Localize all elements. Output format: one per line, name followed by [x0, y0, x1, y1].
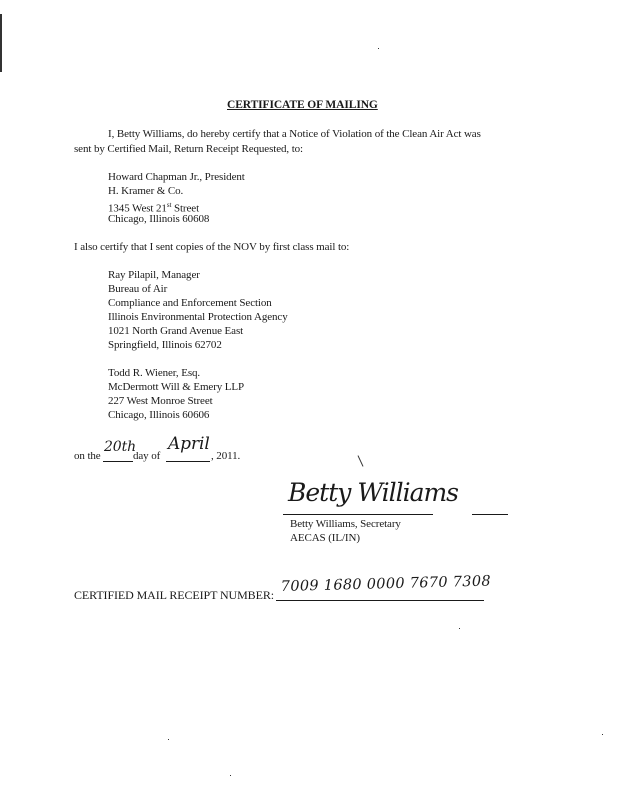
month-underline [166, 461, 210, 462]
receipt-underline [276, 600, 484, 601]
copy2-street: 227 West Monroe Street [108, 395, 213, 407]
speck [168, 739, 169, 740]
date-prefix: on the [74, 450, 101, 462]
date-day-handwritten: 20th [104, 439, 137, 455]
signer-org: AECAS (IL/IN) [290, 532, 360, 544]
recipient-street-number: 1345 West 21 [108, 202, 167, 215]
date-month-handwritten: April [168, 434, 210, 454]
speck [358, 455, 364, 466]
receipt-number-handwritten: 7009 1680 0000 7670 7308 [280, 573, 492, 595]
day-underline [103, 461, 133, 462]
copy1-name: Ray Pilapil, Manager [108, 269, 200, 281]
recipient-company: H. Kramer & Co. [108, 185, 184, 197]
copy1-agency: Illinois Environmental Protection Agency [108, 311, 288, 323]
page-title: CERTIFICATE OF MAILING [227, 99, 378, 111]
speck [459, 628, 460, 629]
date-middle: day of [133, 450, 161, 462]
copy1-city: Springfield, Illinois 62702 [108, 339, 222, 351]
copy2-name: Todd R. Wiener, Esq. [108, 367, 201, 379]
date-year: , 2011. [211, 450, 241, 462]
signer-name-title: Betty Williams, Secretary [290, 518, 401, 530]
copy1-street: 1021 North Grand Avenue East [108, 325, 244, 337]
copies-intro: I also certify that I sent copies of the NOV by first class mail to: [74, 241, 350, 253]
intro-line-1: I, Betty Williams, do hereby certify that a Notice of Violation of the Clean Air Act was [108, 128, 481, 140]
copy1-section: Compliance and Enforcement Section [108, 297, 272, 309]
signature-line [283, 514, 433, 515]
recipient-street-suffix: st [166, 201, 172, 209]
signature-line-end [472, 514, 508, 515]
receipt-label: CERTIFIED MAIL RECEIPT NUMBER: [74, 588, 274, 602]
intro-line-2: sent by Certified Mail, Return Receipt Requested, to: [74, 143, 304, 155]
copy2-city: Chicago, Illinois 60606 [108, 409, 210, 421]
signature-handwritten: Betty Williams [288, 478, 459, 507]
speck [378, 48, 379, 49]
copy2-firm: McDermott Will & Emery LLP [108, 381, 245, 393]
recipient-city: Chicago, Illinois 60608 [108, 213, 210, 225]
copy1-bureau: Bureau of Air [108, 283, 168, 295]
margin-mark [0, 14, 2, 72]
speck [602, 734, 603, 735]
recipient-name: Howard Chapman Jr., President [108, 171, 245, 183]
recipient-street-name: Street [171, 202, 200, 215]
speck [230, 775, 231, 776]
